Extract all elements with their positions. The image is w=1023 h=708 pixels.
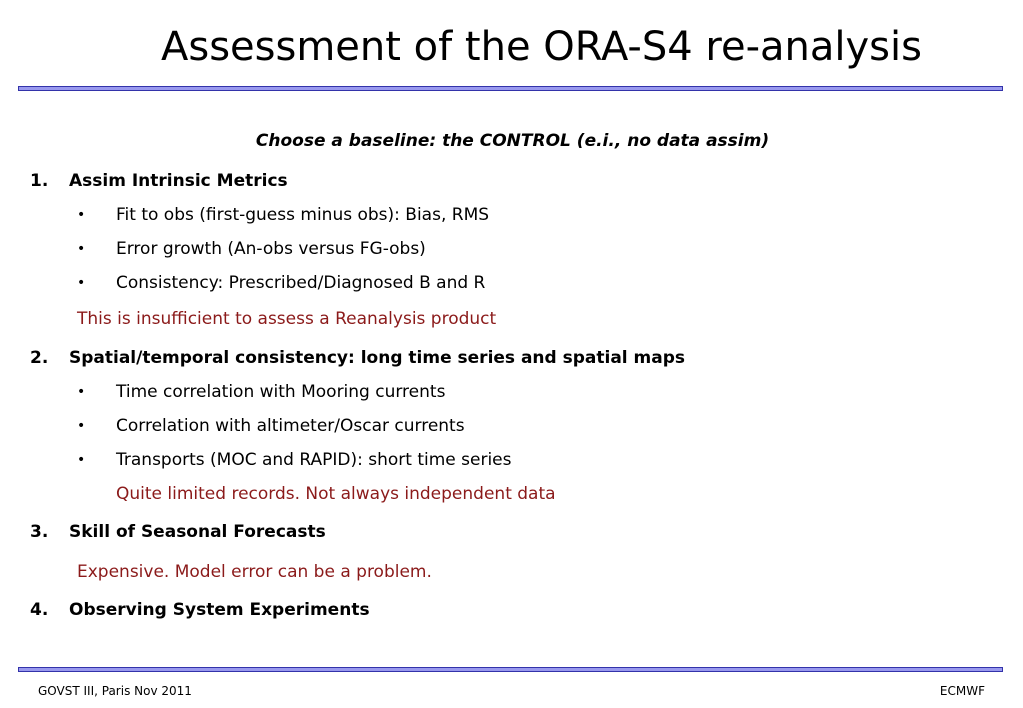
bullet-icon: •	[77, 207, 86, 223]
bullet-item: Transports (MOC and RAPID): short time series	[116, 450, 512, 470]
footer-divider	[18, 667, 1003, 672]
section-heading: Observing System Experiments	[69, 600, 370, 620]
section-note: Quite limited records. Not always independent data	[116, 484, 556, 504]
baseline-subtitle: Choose a baseline: the CONTROL (e.i., no data assim)	[255, 131, 770, 151]
section-number: 1.	[30, 171, 49, 191]
bullet-item: Time correlation with Mooring currents	[116, 382, 446, 402]
section-number: 2.	[30, 348, 49, 368]
bullet-item: Consistency: Prescribed/Diagnosed B and R	[116, 273, 486, 293]
section-number: 3.	[30, 522, 49, 542]
bullet-icon: •	[77, 384, 86, 400]
slide-title: Assessment of the ORA-S4 re-analysis	[161, 24, 922, 70]
bullet-item: Fit to obs (first-guess minus obs): Bias, RMS	[116, 205, 490, 225]
bullet-item: Correlation with altimeter/Oscar currents	[116, 416, 465, 436]
footer-left: GOVST III, Paris Nov 2011	[38, 684, 192, 698]
title-divider	[18, 86, 1003, 91]
section-heading: Spatial/temporal consistency: long time series and spatial maps	[69, 348, 686, 368]
bullet-item: Error growth (An-obs versus FG-obs)	[116, 239, 426, 259]
bullet-icon: •	[77, 241, 86, 257]
section-number: 4.	[30, 600, 49, 620]
bullet-icon: •	[77, 452, 86, 468]
section-note: Expensive. Model error can be a problem.	[77, 562, 432, 582]
bullet-icon: •	[77, 418, 86, 434]
section-heading: Assim Intrinsic Metrics	[69, 171, 288, 191]
section-heading: Skill of Seasonal Forecasts	[69, 522, 326, 542]
section-note: This is insufficient to assess a Reanalysis product	[77, 309, 497, 329]
footer-right: ECMWF	[939, 684, 985, 698]
bullet-icon: •	[77, 275, 86, 291]
